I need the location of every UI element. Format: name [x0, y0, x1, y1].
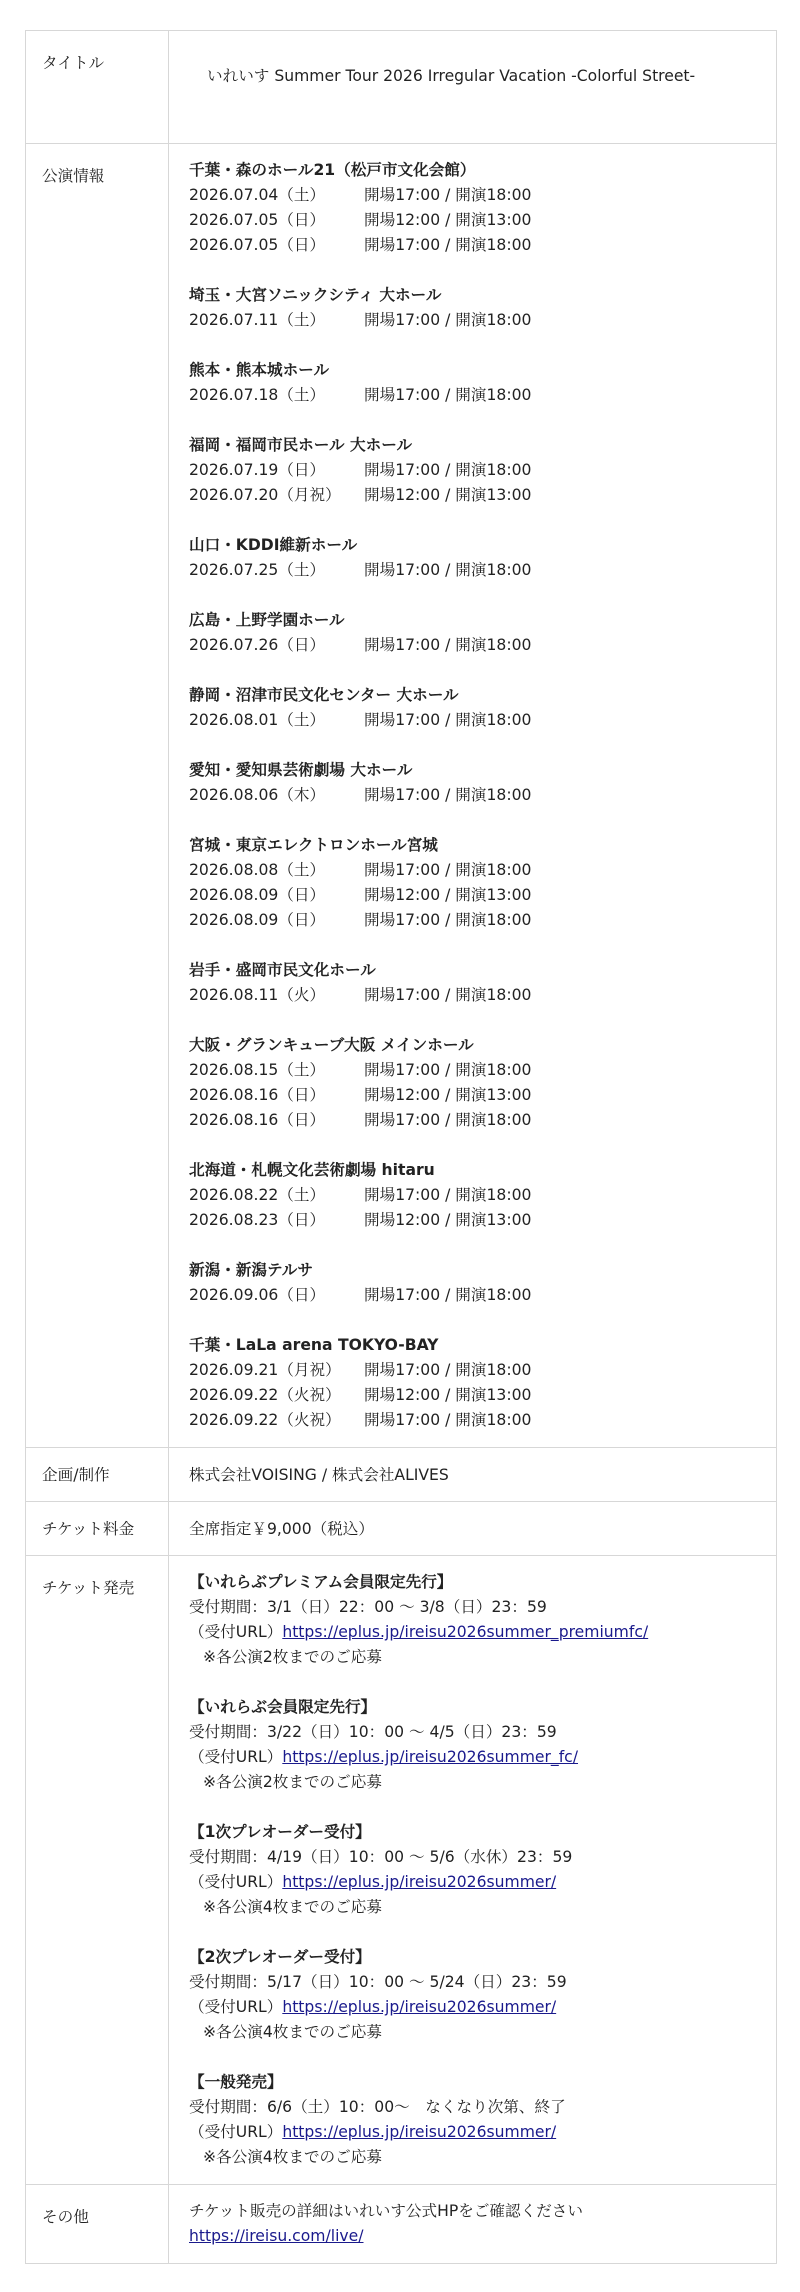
price-value: 全席指定￥9,000（税込） [189, 1520, 374, 1538]
show-date: 2026.09.06（日） [189, 1286, 326, 1304]
show-time: 開場12:00 / 開演13:00 [364, 211, 532, 229]
other-text: チケット販売の詳細はいれいす公式HPをご確認ください [189, 2202, 583, 2220]
sale-note: ※各公演4枚までのご応募 [203, 1898, 382, 1916]
spacer [189, 1670, 758, 1695]
show-date: 2026.07.05（日） [189, 211, 326, 229]
spacer [189, 333, 758, 358]
show-time: 開場17:00 / 開演18:00 [364, 561, 532, 579]
show-date: 2026.08.16（日） [189, 1086, 326, 1104]
show-row [189, 1408, 758, 1433]
show-row [189, 1383, 758, 1408]
show-time: 開場12:00 / 開演13:00 [364, 886, 532, 904]
sale-heading: 【1次プレオーダー受付】 [189, 1823, 371, 1841]
show-row [189, 558, 758, 583]
show-time: 開場12:00 / 開演13:00 [364, 1211, 532, 1229]
show-row [189, 183, 758, 208]
sale-url-row [189, 2120, 758, 2145]
sale-note: ※各公演4枚までのご応募 [203, 2023, 382, 2041]
sale-url-row [189, 1995, 758, 2020]
show-row [189, 1058, 758, 1083]
show-row [189, 1183, 758, 1208]
sale-heading: 【2次プレオーダー受付】 [189, 1948, 371, 1966]
show-time: 開場17:00 / 開演18:00 [364, 1186, 532, 1204]
show-time: 開場17:00 / 開演18:00 [364, 1061, 532, 1079]
sale-period: 受付期間：3/1（日）22：00 〜 3/8（日）23：59 [189, 1598, 547, 1616]
show-time: 開場17:00 / 開演18:00 [364, 1411, 532, 1429]
spacer [189, 1308, 758, 1333]
show-row [189, 458, 758, 483]
venue-name: 大阪・グランキューブ大阪 メインホール [189, 1036, 474, 1054]
show-date: 2026.08.09（日） [189, 886, 326, 904]
show-row [189, 1083, 758, 1108]
spacer [189, 2045, 758, 2070]
show-time: 開場17:00 / 開演18:00 [364, 911, 532, 929]
show-date: 2026.09.22（火祝） [189, 1386, 341, 1404]
sale-period: 受付期間：3/22（日）10：00 〜 4/5（日）23：59 [189, 1723, 557, 1741]
spacer [189, 1795, 758, 1820]
show-row [189, 308, 758, 333]
spacer [189, 1133, 758, 1158]
show-date: 2026.08.15（土） [189, 1061, 326, 1079]
show-date: 2026.08.11（火） [189, 986, 326, 1004]
show-date: 2026.09.22（火祝） [189, 1411, 341, 1429]
other-label: その他 [26, 2185, 169, 2264]
show-date: 2026.08.08（土） [189, 861, 326, 879]
show-row [189, 1283, 758, 1308]
spacer [189, 658, 758, 683]
performance-row [26, 144, 777, 1448]
sale-url-prefix: （受付URL） [189, 1748, 283, 1766]
show-time: 開場12:00 / 開演13:00 [364, 1086, 532, 1104]
show-time: 開場12:00 / 開演13:00 [364, 486, 532, 504]
venue-name: 山口・KDDI維新ホール [189, 536, 358, 554]
sale-url-row [189, 1870, 758, 1895]
venue-name: 広島・上野学園ホール [189, 611, 345, 629]
show-row [189, 783, 758, 808]
production-row [26, 1448, 777, 1502]
sale-heading: 【いれらぶプレミアム会員限定先行】 [189, 1573, 453, 1591]
show-time: 開場12:00 / 開演13:00 [364, 1386, 532, 1404]
sales-row [26, 1556, 777, 2185]
show-time: 開場17:00 / 開演18:00 [364, 461, 532, 479]
event-info-table [25, 30, 777, 2264]
sale-period: 受付期間：5/17（日）10：00 〜 5/24（日）23：59 [189, 1973, 567, 1991]
sale-url-prefix: （受付URL） [189, 1998, 283, 2016]
show-date: 2026.07.20（月祝） [189, 486, 341, 504]
show-time: 開場17:00 / 開演18:00 [364, 861, 532, 879]
sale-url-link[interactable]: https://eplus.jp/ireisu2026summer_premiumfc/ [282, 1623, 649, 1641]
venue-name: 愛知・愛知県芸術劇場 大ホール [189, 761, 413, 779]
title-label: タイトル [26, 31, 169, 144]
spacer [189, 258, 758, 283]
show-time: 開場17:00 / 開演18:00 [364, 1111, 532, 1129]
show-row [189, 858, 758, 883]
show-date: 2026.08.09（日） [189, 911, 326, 929]
production-value: 株式会社VOISING / 株式会社ALIVES [189, 1466, 449, 1484]
sale-url-link[interactable]: https://eplus.jp/ireisu2026summer/ [282, 2123, 557, 2141]
sale-url-prefix: （受付URL） [189, 1873, 283, 1891]
venue-name: 宮城・東京エレクトロンホール宮城 [189, 836, 438, 854]
show-date: 2026.08.23（日） [189, 1211, 326, 1229]
show-date: 2026.07.11（土） [189, 311, 326, 329]
show-date: 2026.08.22（土） [189, 1186, 326, 1204]
venue-name: 熊本・熊本城ホール [189, 361, 330, 379]
performance-list [169, 144, 777, 1448]
show-date: 2026.09.21（月祝） [189, 1361, 341, 1379]
show-date: 2026.08.16（日） [189, 1111, 326, 1129]
show-time: 開場17:00 / 開演18:00 [364, 786, 532, 804]
sale-heading: 【いれらぶ会員限定先行】 [189, 1698, 377, 1716]
show-date: 2026.07.04（土） [189, 186, 326, 204]
venue-name: 岩手・盛岡市民文化ホール [189, 961, 376, 979]
venue-name: 千葉・LaLa arena TOKYO-BAY [189, 1336, 439, 1354]
show-date: 2026.08.06（木） [189, 786, 326, 804]
show-time: 開場17:00 / 開演18:00 [364, 1361, 532, 1379]
tour-title: いれいす Summer Tour 2026 Irregular Vacation -Colorful Street- [207, 67, 696, 85]
show-date: 2026.07.25（土） [189, 561, 326, 579]
sales-list [169, 1556, 777, 2185]
spacer [189, 408, 758, 433]
show-row [189, 983, 758, 1008]
sale-note: ※各公演4枚までのご応募 [203, 2148, 382, 2166]
venue-name: 新潟・新潟テルサ [189, 1261, 313, 1279]
sales-label: チケット発売 [26, 1556, 169, 2185]
show-row [189, 1208, 758, 1233]
other-row [26, 2185, 777, 2264]
sale-heading: 【一般発売】 [189, 2073, 283, 2091]
show-date: 2026.08.01（土） [189, 711, 326, 729]
show-time: 開場17:00 / 開演18:00 [364, 186, 532, 204]
show-time: 開場17:00 / 開演18:00 [364, 386, 532, 404]
show-row [189, 883, 758, 908]
show-date: 2026.07.18（土） [189, 386, 326, 404]
show-time: 開場17:00 / 開演18:00 [364, 636, 532, 654]
venue-name: 北海道・札幌文化芸術劇場 hitaru [189, 1161, 435, 1179]
official-site-link[interactable]: https://ireisu.com/live/ [189, 2227, 364, 2245]
show-date: 2026.07.05（日） [189, 236, 326, 254]
show-row [189, 383, 758, 408]
show-time: 開場17:00 / 開演18:00 [364, 986, 532, 1004]
show-date: 2026.07.19（日） [189, 461, 326, 479]
show-row [189, 908, 758, 933]
price-row [26, 1502, 777, 1556]
show-row [189, 1358, 758, 1383]
show-time: 開場17:00 / 開演18:00 [364, 236, 532, 254]
spacer [189, 1008, 758, 1033]
sale-note: ※各公演2枚までのご応募 [203, 1773, 382, 1791]
performance-label: 公演情報 [26, 144, 169, 1448]
spacer [189, 808, 758, 833]
spacer [189, 1920, 758, 1945]
price-label: チケット料金 [26, 1502, 169, 1556]
show-row [189, 633, 758, 658]
sale-url-link[interactable]: https://eplus.jp/ireisu2026summer/ [282, 1873, 557, 1891]
sale-note: ※各公演2枚までのご応募 [203, 1648, 382, 1666]
sale-url-link[interactable]: https://eplus.jp/ireisu2026summer/ [282, 1998, 557, 2016]
show-row [189, 208, 758, 233]
spacer [189, 933, 758, 958]
show-row [189, 483, 758, 508]
spacer [189, 508, 758, 533]
show-row [189, 708, 758, 733]
sale-period: 受付期間：6/6（土）10：00〜 なくなり次第、終了 [189, 2098, 566, 2116]
venue-name: 静岡・沼津市民文化センター 大ホール [189, 686, 459, 704]
sale-url-row [189, 1620, 758, 1645]
venue-name: 千葉・森のホール21（松戸市文化会館） [189, 161, 476, 179]
spacer [189, 1233, 758, 1258]
sale-url-row [189, 1745, 758, 1770]
production-label: 企画/制作 [26, 1448, 169, 1502]
sale-url-prefix: （受付URL） [189, 1623, 283, 1641]
show-time: 開場17:00 / 開演18:00 [364, 1286, 532, 1304]
sale-url-link[interactable]: https://eplus.jp/ireisu2026summer_fc/ [282, 1748, 579, 1766]
venue-name: 埼玉・大宮ソニックシティ 大ホール [189, 286, 442, 304]
show-row [189, 1108, 758, 1133]
show-time: 開場17:00 / 開演18:00 [364, 711, 532, 729]
show-time: 開場17:00 / 開演18:00 [364, 311, 532, 329]
title-row [26, 31, 777, 144]
show-row [189, 233, 758, 258]
spacer [189, 733, 758, 758]
show-date: 2026.07.26（日） [189, 636, 326, 654]
sale-url-prefix: （受付URL） [189, 2123, 283, 2141]
venue-name: 福岡・福岡市民ホール 大ホール [189, 436, 413, 454]
spacer [189, 583, 758, 608]
sale-period: 受付期間：4/19（日）10：00 〜 5/6（水休）23：59 [189, 1848, 573, 1866]
